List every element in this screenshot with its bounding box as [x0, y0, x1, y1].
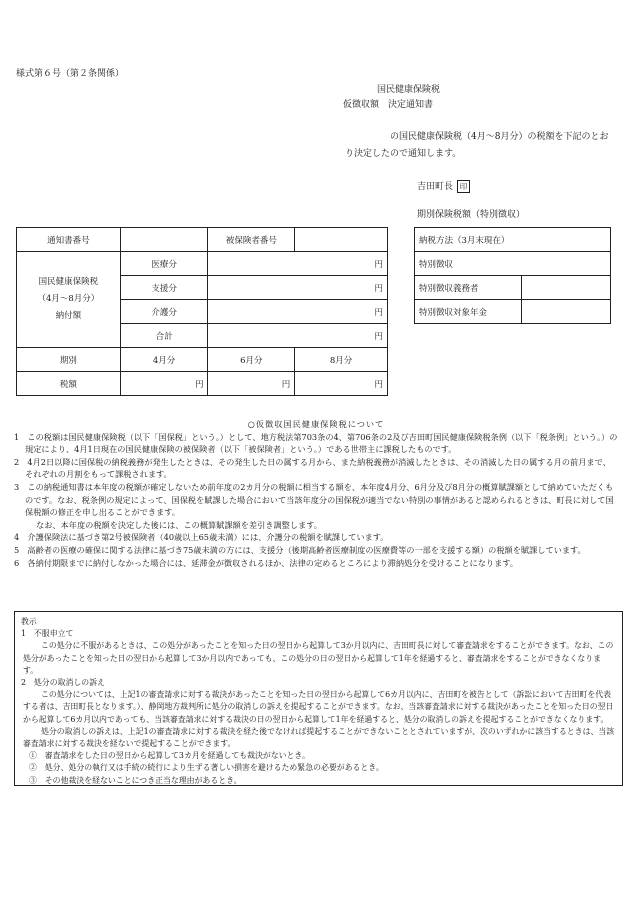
form-number: 様式第６号（第２条関係）	[16, 69, 125, 79]
note-item: 4 介護保険法に基づき第2号被保険者（40歳以上65歳未満）には、介護分の税額を賦課しています。	[14, 532, 389, 543]
section-2-body: 処分の取消しの訴えは、上記1の審査請求に対する裁決を経た後でなければ提起することができないこととされていますが、次のいずれかに該当するときは、当該審査請求に対する裁決を経ないで提起することができます。	[23, 726, 615, 749]
obligor-label: 特別徴収義務者	[415, 276, 522, 300]
list-item: ② 処分、処分の執行又は手続の続行により生ずる著しい損害を避けるため緊急の必要があるとき。	[29, 763, 384, 773]
tax-label-line: 国民健康保険税	[38, 277, 99, 287]
care-label: 介護分	[120, 300, 208, 324]
section-2-body: この処分については、上記1の審査請求に対する裁決があったことを知った日の翌日から起算して6カ月以内に、吉田町を被告として（訴訟において吉田町を代表する者は、吉田町長となります。）、静岡地方裁判所に処分の取消しの訴えを提起することができます。なお、当該審査請求に対する裁決があったことを知った日の翌日から起算して6カ月以内であっても、当該審査請求に対する裁決の日の翌日から起算して1年を経過すると、処分の取消しの訴えを提起することができなくなります。	[23, 690, 614, 724]
total-amount: 円	[208, 324, 388, 348]
tax-table	[16, 227, 388, 396]
month-june: 6月分	[208, 348, 295, 372]
table-row	[17, 228, 388, 252]
mayor-line	[417, 180, 470, 194]
notice-number-value	[120, 228, 208, 252]
section-1-body: この処分に不服があるときは、この処分があったことを知った日の翌日から起算して3か月以内に、吉田町長に対して審査請求をすることができます。なお、この処分があったことを知った日の翌日から起算して3か月以内であっても、この処分の日の翌日から起算して1年を経過すると、審査請求をすることができなくなります。	[23, 641, 614, 675]
notes-section	[14, 418, 618, 569]
table-row	[415, 252, 611, 276]
note-item: 1 この税額は国民健康保険税（以下「国保税」という。）として、地方税法第703条の4、第706条の2及び吉田町国民健康保険税条例（以下「税条例」という。）の規定により、4月1日現在の国民健康保険の被保険者（以下「被保険者」という。）である世帯主に課税したものです。	[14, 431, 618, 455]
obligor-value	[522, 276, 611, 300]
title-line-2: 仮徴収額 決定通知書	[343, 100, 434, 110]
insured-number-value	[295, 228, 388, 252]
instruction-title: 教示	[21, 617, 37, 626]
special-collection-heading: 期別保険税額（特別徴収）	[417, 210, 526, 220]
tax-amount-group-label	[17, 252, 121, 348]
care-amount: 円	[208, 300, 388, 324]
section-2-heading: 2 処分の取消しの訴え	[21, 678, 105, 688]
pension-value	[522, 300, 611, 324]
tax-august: 円	[295, 372, 388, 396]
notice-number-label: 通知書番号	[17, 228, 121, 252]
payment-method-table	[414, 227, 611, 324]
special-collection-label: 特別徴収	[415, 252, 611, 276]
mayor-name: 吉田町長	[417, 182, 454, 192]
tax-june: 円	[208, 372, 295, 396]
section-1-heading: 1 不服申立て	[21, 629, 74, 639]
medical-label: 医療分	[120, 252, 208, 276]
month-august: 8月分	[295, 348, 388, 372]
insured-number-label: 被保険者番号	[208, 228, 295, 252]
table-row	[17, 348, 388, 372]
intro-line-1: の国民健康保険税（4月～8月分）の税額を下記のとお	[390, 132, 609, 142]
list-item: ③ その他裁決を経ないことにつき正当な理由があるとき。	[29, 775, 242, 785]
notes-heading: ○仮徴収国民健康保険税について	[247, 419, 385, 429]
note-item: 2 4月2日以降に国保税の納税義務が発生したときは、その発生した日の属する月から、また納税義務が消滅したときは、その消滅した日の属する月の前月まで、それぞれの月割をもって課税されます。	[14, 456, 611, 480]
pension-label: 特別徴収対象年金	[415, 300, 522, 324]
medical-amount: 円	[208, 252, 388, 276]
list-item: ① 審査請求をした日の翌日から起算して3カ月を経過しても裁決がないとき。	[29, 751, 310, 761]
note-item: 6 各納付期限までに納付しなかった場合には、延滞金が徴収されるほか、法律の定めるところにより滞納処分を受けることになります。	[14, 557, 518, 568]
table-row	[415, 276, 611, 300]
support-amount: 円	[208, 276, 388, 300]
title-line-1: 国民健康保険税	[377, 85, 441, 95]
intro-line-2: り決定したので通知します。	[345, 149, 462, 159]
month-april: 4月分	[120, 348, 208, 372]
tax-label-line: 納付額	[55, 311, 82, 321]
tax-amount-label: 税額	[17, 372, 121, 396]
note-item: 5 高齢者の医療の確保に関する法律に基づき75歳未満の方には、支援分（後期高齢者医療制度の医療費等の一部を支援する額）の税額を賦課しています。	[14, 544, 586, 555]
period-label: 期別	[17, 348, 121, 372]
note-item: 3 この納税通知書は本年度の税額が確定しないため前年度の2カ月分の税額に相当する額を、本年度4月分、6月分及び8月分の概算賦課額として納めていただくものです。なお、税条例の規定によって、国保税を賦課した場合において当該年度分の国保税が適当でない特別の事情があると認められるときは、町長に対して国保税額の修正を申し出ることができます。	[14, 481, 614, 518]
table-row	[415, 300, 611, 324]
table-row	[17, 372, 388, 396]
tax-label-line: （4月～8月分）	[37, 294, 100, 304]
total-label: 合計	[120, 324, 208, 348]
seal-mark: 印	[457, 180, 470, 193]
table-row	[17, 252, 388, 276]
note-item: なお、本年度の税額を決定した後には、この概算賦課額を差引き調整します。	[36, 519, 322, 530]
payment-method-label: 納税方法（3月末現在）	[415, 228, 611, 252]
instruction-box	[14, 611, 623, 786]
tax-april: 円	[120, 372, 208, 396]
support-label: 支援分	[120, 276, 208, 300]
table-row	[415, 228, 611, 252]
